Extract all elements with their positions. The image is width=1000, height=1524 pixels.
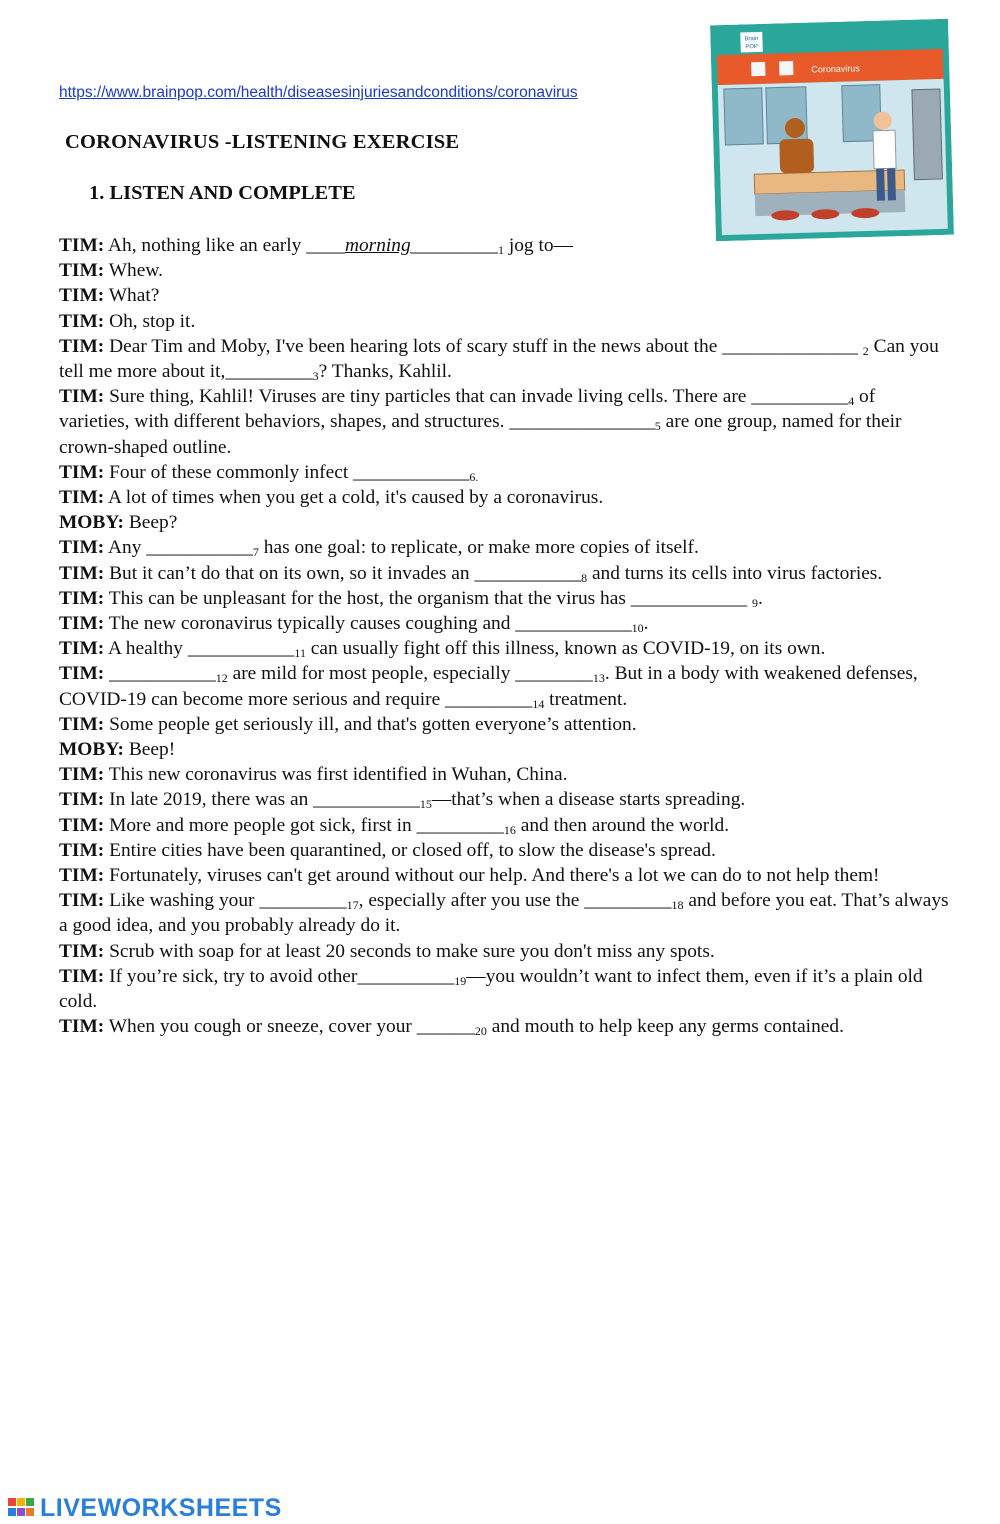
blank-number: 9 bbox=[751, 595, 758, 610]
dialogue-text: Like washing your _________ bbox=[109, 890, 347, 912]
speaker-label: TIM: bbox=[59, 461, 105, 483]
dialogue-text: This new coronavirus was first identified in Wuhan, China. bbox=[108, 764, 568, 786]
dialogue-line bbox=[59, 561, 949, 586]
dialogue-text: A healthy ___________ bbox=[108, 638, 295, 660]
dialogue-text: . But in a body with weakened defenses, COVID-19 can become more serious and require _________ bbox=[59, 663, 918, 710]
speaker-label: TIM: bbox=[59, 764, 105, 786]
speaker-label: TIM: bbox=[59, 562, 105, 584]
speaker-label: TIM: bbox=[59, 487, 105, 509]
blank-number: 11 bbox=[294, 646, 306, 661]
dialogue-line bbox=[59, 964, 949, 1014]
dialogue-text: and mouth to help keep any germs contained. bbox=[486, 1016, 844, 1038]
speaker-label: TIM: bbox=[59, 613, 105, 635]
blank-number: 2 bbox=[862, 343, 869, 358]
speaker-label: TIM: bbox=[59, 537, 105, 559]
dialogue-text: are mild for most people, especially ________ bbox=[227, 663, 593, 685]
speaker-label: TIM: bbox=[59, 260, 105, 282]
dialogue-text: Scrub with soap for at least 20 seconds to make sure you don't miss any spots. bbox=[109, 940, 715, 962]
dialogue-line bbox=[59, 283, 949, 308]
blank-number: 14 bbox=[532, 696, 545, 711]
dialogue-text: treatment. bbox=[544, 688, 628, 710]
dialogue-text: can usually fight off this illness, known as COVID-19, on its own. bbox=[305, 638, 826, 660]
speaker-label: TIM: bbox=[59, 638, 105, 660]
blank-number: 8 bbox=[581, 570, 588, 585]
answer-blank[interactable]: morning bbox=[344, 235, 411, 256]
speaker-label: TIM: bbox=[59, 663, 105, 685]
dialogue-text: ? Thanks, Kahlil. bbox=[318, 361, 452, 383]
footer-brand bbox=[8, 1492, 282, 1524]
dialogue-text: . bbox=[757, 587, 763, 609]
blank-number: 12 bbox=[215, 671, 228, 686]
blank-number: 18 bbox=[671, 898, 684, 913]
blank-number: 3 bbox=[312, 369, 319, 384]
speaker-label: TIM: bbox=[59, 235, 105, 256]
dialogue-line bbox=[59, 485, 949, 510]
dialogue-text: ____ bbox=[306, 235, 345, 256]
blank-number: 20 bbox=[474, 1024, 487, 1039]
dialogue-line bbox=[59, 233, 949, 258]
dialogue-text: —you wouldn’t want to infect them, even if it’s a plain old cold. bbox=[59, 965, 923, 1013]
speaker-label: TIM: bbox=[59, 789, 105, 811]
dialogue-text: When you cough or sneeze, cover your ______ bbox=[108, 1016, 475, 1038]
dialogue-text: ___________ bbox=[109, 663, 216, 685]
dialogue-text: If you’re sick, try to avoid other__________ bbox=[109, 965, 455, 987]
home-icon bbox=[751, 62, 765, 76]
dialogue-text: Some people get seriously ill, and that's gotten everyone’s attention. bbox=[109, 713, 637, 735]
speaker-label: TIM: bbox=[59, 713, 105, 735]
footer-brand-text: LIVEWORKSHEETS bbox=[40, 1493, 282, 1522]
dialogue-line bbox=[59, 712, 949, 737]
dialogue-line bbox=[59, 838, 949, 863]
dialogue-text: has one goal: to replicate, or make more copies of itself. bbox=[258, 537, 699, 559]
brainpop-thumbnail bbox=[710, 19, 954, 242]
blank-number: 7 bbox=[252, 545, 259, 560]
dialogue-text: Beep! bbox=[128, 739, 176, 761]
dialogue-text: Sure thing, Kahlil! Viruses are tiny particles that can invade living cells. There are __________ bbox=[109, 386, 849, 408]
blank-number: 17 bbox=[346, 898, 359, 913]
dialogue-text: What? bbox=[108, 285, 160, 307]
blank-number: 4 bbox=[848, 394, 855, 409]
blank-number: 6. bbox=[469, 469, 479, 484]
dialogue-line bbox=[59, 586, 949, 611]
dialogue-text: and then around the world. bbox=[515, 814, 730, 836]
speaker-label: MOBY: bbox=[59, 739, 124, 761]
dialogue-line bbox=[59, 1014, 949, 1039]
dialogue-line bbox=[59, 813, 949, 838]
dialogue-line bbox=[59, 737, 949, 762]
page-title: CORONAVIRUS -LISTENING EXERCISE bbox=[65, 131, 460, 153]
source-link[interactable]: https://www.brainpop.com/health/diseasesinjuriesandconditions/coronavirus bbox=[59, 84, 578, 101]
dialogue-exercise bbox=[59, 233, 949, 1040]
dialogue-text: and turns its cells into virus factories. bbox=[587, 562, 883, 584]
topic-label: Coronavirus bbox=[811, 63, 860, 75]
speaker-label: TIM: bbox=[59, 814, 105, 836]
speaker-label: TIM: bbox=[59, 965, 105, 987]
dialogue-text: In late 2019, there was an ___________ bbox=[109, 789, 420, 811]
dialogue-line bbox=[59, 939, 949, 964]
dialogue-line bbox=[59, 535, 949, 560]
dialogue-line bbox=[59, 460, 949, 485]
dialogue-text: _________ bbox=[410, 235, 498, 256]
dialogue-text: , especially after you use the _________ bbox=[358, 890, 672, 912]
dialogue-text: —that’s when a disease starts spreading. bbox=[431, 789, 746, 811]
speaker-label: TIM: bbox=[59, 310, 105, 332]
blank-number: 1 bbox=[497, 243, 504, 257]
logo-brain: Brain bbox=[744, 36, 759, 43]
section-heading: 1. LISTEN AND COMPLETE bbox=[89, 182, 356, 204]
speaker-label: TIM: bbox=[59, 285, 105, 307]
dialogue-text: A lot of times when you get a cold, it's caused by a coronavirus. bbox=[108, 487, 604, 509]
kit-icon bbox=[779, 61, 793, 75]
dialogue-line bbox=[59, 384, 949, 460]
dialogue-line bbox=[59, 863, 949, 888]
dialogue-text: But it can’t do that on its own, so it invades an ___________ bbox=[109, 562, 582, 584]
speaker-label: TIM: bbox=[59, 890, 105, 912]
dialogue-text: Entire cities have been quarantined, or closed off, to slow the disease's spread. bbox=[109, 839, 716, 861]
dialogue-line bbox=[59, 636, 949, 661]
dialogue-line bbox=[59, 334, 949, 384]
dialogue-line bbox=[59, 787, 949, 812]
dialogue-line bbox=[59, 258, 949, 283]
dialogue-line bbox=[59, 661, 949, 711]
speaker-label: TIM: bbox=[59, 587, 105, 609]
speaker-label: TIM: bbox=[59, 839, 105, 861]
dialogue-text: Any ___________ bbox=[108, 537, 253, 559]
blank-number: 15 bbox=[419, 797, 432, 812]
speaker-label: TIM: bbox=[59, 386, 105, 408]
dialogue-text: More and more people got sick, first in _________ bbox=[109, 814, 504, 836]
dialogue-text: Beep? bbox=[128, 512, 178, 534]
dialogue-line bbox=[59, 510, 949, 535]
liveworksheets-logo-icon bbox=[8, 1496, 36, 1520]
speaker-label: TIM: bbox=[59, 1016, 105, 1038]
dialogue-line bbox=[59, 309, 949, 334]
blank-number: 19 bbox=[454, 973, 467, 988]
dialogue-text: of varieties, with different behaviors, shapes, and structures. _______________ bbox=[59, 386, 876, 433]
dialogue-line bbox=[59, 762, 949, 787]
dialogue-text: Dear Tim and Moby, I've been hearing lots of scary stuff in the news about the ______________ bbox=[109, 335, 863, 357]
dialogue-text: Ah, nothing like an early bbox=[108, 235, 307, 256]
dialogue-line bbox=[59, 611, 949, 636]
dialogue-text: . bbox=[643, 613, 649, 635]
dialogue-text: The new coronavirus typically causes coughing and ____________ bbox=[108, 613, 632, 635]
dialogue-text: Oh, stop it. bbox=[109, 310, 196, 332]
dialogue-line bbox=[59, 888, 949, 938]
speaker-label: TIM: bbox=[59, 335, 105, 357]
dialogue-text: Fortunately, viruses can't get around without our help. And there's a lot we can do to not help them! bbox=[109, 865, 880, 887]
blank-number: 16 bbox=[503, 822, 516, 837]
dialogue-text: and before you eat. That’s always a good idea, and you probably already do it. bbox=[59, 890, 949, 937]
blank-number: 5 bbox=[654, 419, 661, 434]
speaker-label: MOBY: bbox=[59, 512, 124, 534]
dialogue-text: are one group, named for their crown-shaped outline. bbox=[59, 411, 902, 458]
dialogue-text: jog to— bbox=[503, 235, 573, 256]
blank-number: 10 bbox=[631, 621, 644, 636]
logo-pop: POP bbox=[745, 44, 759, 51]
dialogue-text: Four of these commonly infect ____________ bbox=[109, 461, 470, 483]
blank-number: 13 bbox=[592, 671, 605, 686]
speaker-label: TIM: bbox=[59, 865, 105, 887]
dialogue-text: Whew. bbox=[108, 260, 163, 282]
dialogue-text: Can you tell me more about it,_________ bbox=[59, 335, 939, 383]
dialogue-text: This can be unpleasant for the host, the organism that the virus has ____________ bbox=[108, 587, 752, 609]
speaker-label: TIM: bbox=[59, 940, 105, 962]
